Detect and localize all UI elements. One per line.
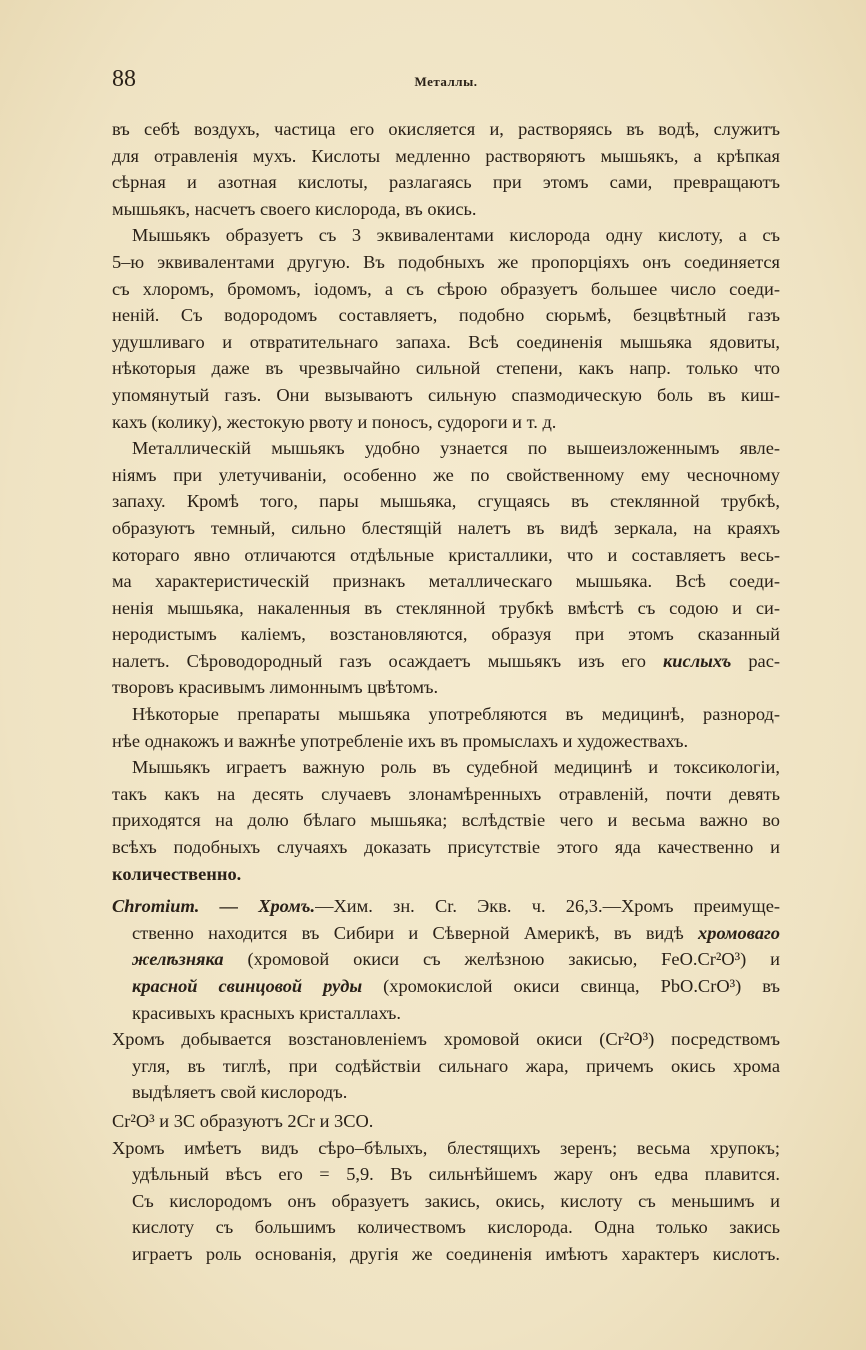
text-line: Хромъ имѣетъ видъ сѣро–бѣлыхъ, блестящихъ зеренъ; весьма хрупокъ; <box>112 1137 780 1158</box>
text-line: неній. Съ водородомъ составляетъ, подобно сюрьмѣ, безцвѣтный газъ <box>112 305 780 326</box>
text-line: образуютъ темный, сильно блестящій налетъ въ видѣ зеркала, на краяхъ <box>112 517 780 538</box>
text-run: ственно находится въ Сибири и Сѣверной Америкѣ, въ видѣ <box>132 922 699 943</box>
text-line <box>112 973 780 1000</box>
text-line: выдѣляетъ свой кислородъ. <box>132 1082 348 1103</box>
text-line: Нѣкоторые препараты мышьяка употребляются въ медицинѣ, разнород- <box>132 704 780 725</box>
text-run: (хромокислой окиси свинца, PbO.CrO³) въ <box>362 976 780 996</box>
page-body <box>112 116 780 1268</box>
text-line: приходятся на долю бѣлаго мышьяка; вслѣдствіе чего и весьма важно во <box>112 810 780 831</box>
text-line: творовъ красивымъ лимоннымъ цвѣтомъ. <box>112 677 439 698</box>
text-line: запаху. Кромѣ того, пары мышьяка, сгущаясь въ стеклянной трубкѣ, <box>112 491 780 512</box>
text-line: угля, въ тиглѣ, при содѣйствіи сильнаго жара, причемъ окись хрома <box>132 1055 780 1076</box>
obtaining-entry <box>112 1026 780 1106</box>
entry-heading: Chromium. — Хромъ. <box>112 896 316 917</box>
properties-entry <box>112 1135 780 1268</box>
text-run: рас- <box>731 650 780 671</box>
text-line <box>112 893 780 920</box>
text-line <box>112 648 780 675</box>
text-line: Металлическій мышьякъ удобно узнается по вышеизложеннымъ явле- <box>132 438 780 459</box>
chemical-formula: Cr²O³ и 3C образуютъ 2Cr и 3CO. <box>112 1110 374 1131</box>
text-line: неродистымъ каліемъ, возстановляются, образуя при этомъ сказанный <box>112 624 780 645</box>
paragraph-3 <box>112 435 780 701</box>
paragraph-1 <box>112 116 780 222</box>
text-line <box>112 920 780 947</box>
text-line: нѣкоторыя даже въ чрезвычайно сильной степени, какъ напр. только что <box>112 358 780 379</box>
paragraph-5 <box>112 754 780 887</box>
text-line <box>112 946 780 973</box>
text-line: Хромъ добывается возстановленіемъ хромовой окиси (Cr²O³) посредствомъ <box>112 1029 780 1050</box>
text-line: красивыхъ красныхъ кристаллахъ. <box>132 1002 402 1023</box>
text-line: Съ кислородомъ онъ образуетъ закись, окись, кислоту съ меньшимъ и <box>132 1190 780 1211</box>
text-line: ненія мышьяка, накаленныя въ стеклянной трубкѣ вмѣстѣ съ содою и си- <box>112 597 780 618</box>
emphasis-text: желѣзняка <box>132 949 224 970</box>
text-line: въ себѣ воздухъ, частица его окисляется и, растворяясь въ водѣ, служитъ <box>112 119 780 139</box>
text-line: упомянутый газъ. Они вызываютъ сильную спазмодическую боль въ киш- <box>112 384 780 405</box>
text-line: количественно. <box>112 863 242 884</box>
text-line: играетъ роль основанія, другія же соединенія имѣютъ характеръ кислотъ. <box>132 1243 780 1264</box>
text-line: ма характеристическій признакъ металлическаго мышьяка. Всѣ соеди- <box>112 571 780 592</box>
text-line: нѣе однакожъ и важнѣе употребленіе ихъ въ промыслахъ и художествахъ. <box>112 730 689 751</box>
text-line: кахъ (колику), жестокую рвоту и поносъ, судороги и т. д. <box>112 411 557 432</box>
paragraph-2 <box>112 222 780 435</box>
running-head <box>112 66 780 98</box>
text-line: удушливаго и отвратительнаго запаха. Всѣ соединенія мышьяка ядовиты, <box>112 331 780 352</box>
emphasis-text: красной свинцовой руды <box>132 976 363 996</box>
running-title: Металлы. <box>414 74 478 89</box>
text-line: для отравленія мухъ. Кислоты медленно растворяютъ мышьякъ, а крѣпкая <box>112 145 780 166</box>
text-line: кислоту съ большимъ количествомъ кислорода. Одна только закись <box>132 1217 780 1238</box>
text-line: котораго явно отличаются отдѣльные кристаллики, что и составляетъ весь- <box>112 544 780 565</box>
text-line: сѣрная и азотная кислоты, разлагаясь при этомъ сами, превращаютъ <box>112 172 780 193</box>
chromium-entry <box>112 893 780 1026</box>
paragraph-4 <box>112 701 780 754</box>
text-line: 5–ю эквивалентами другую. Въ подобныхъ же пропорціяхъ онъ соединяется <box>112 251 780 272</box>
text-line: Мышьякъ образуетъ съ 3 эквивалентами кислорода одну кислоту, а съ <box>132 225 780 246</box>
text-line: ніямъ при улетучиваніи, особенно же по свойственному ему чесночному <box>112 464 780 485</box>
text-run: —Хим. зн. Cr. Экв. ч. 26,3.—Хромъ преимуще- <box>315 896 780 917</box>
text-line: Мышьякъ играетъ важную роль въ судебной медицинѣ и токсикологіи, <box>132 757 780 778</box>
text-line: всѣхъ подобныхъ случаяхъ доказать присутствіе этого яда качественно и <box>112 837 780 858</box>
emphasis-text: хромоваго <box>698 922 780 943</box>
text-run: (хромовой окиси съ желѣзною закисью, FeO.Cr²O³) и <box>223 949 780 970</box>
text-line: съ хлоромъ, бромомъ, іодомъ, а съ сѣрою образуетъ большее число соеди- <box>112 278 780 299</box>
page-number: 88 <box>112 66 136 92</box>
text-run: налетъ. Сѣроводородный газъ осаждаетъ мышьякъ изъ его <box>112 650 663 671</box>
emphasis-text: кислыхъ <box>662 650 732 671</box>
text-line: мышьякъ, насчетъ своего кислорода, въ окись. <box>112 198 477 219</box>
text-line: такъ какъ на десять случаевъ злонамѣренныхъ отравленій, почти девять <box>112 783 780 804</box>
text-line: удѣльный вѣсъ его = 5,9. Въ сильнѣйшемъ жару онъ едва плавится. <box>132 1164 780 1185</box>
